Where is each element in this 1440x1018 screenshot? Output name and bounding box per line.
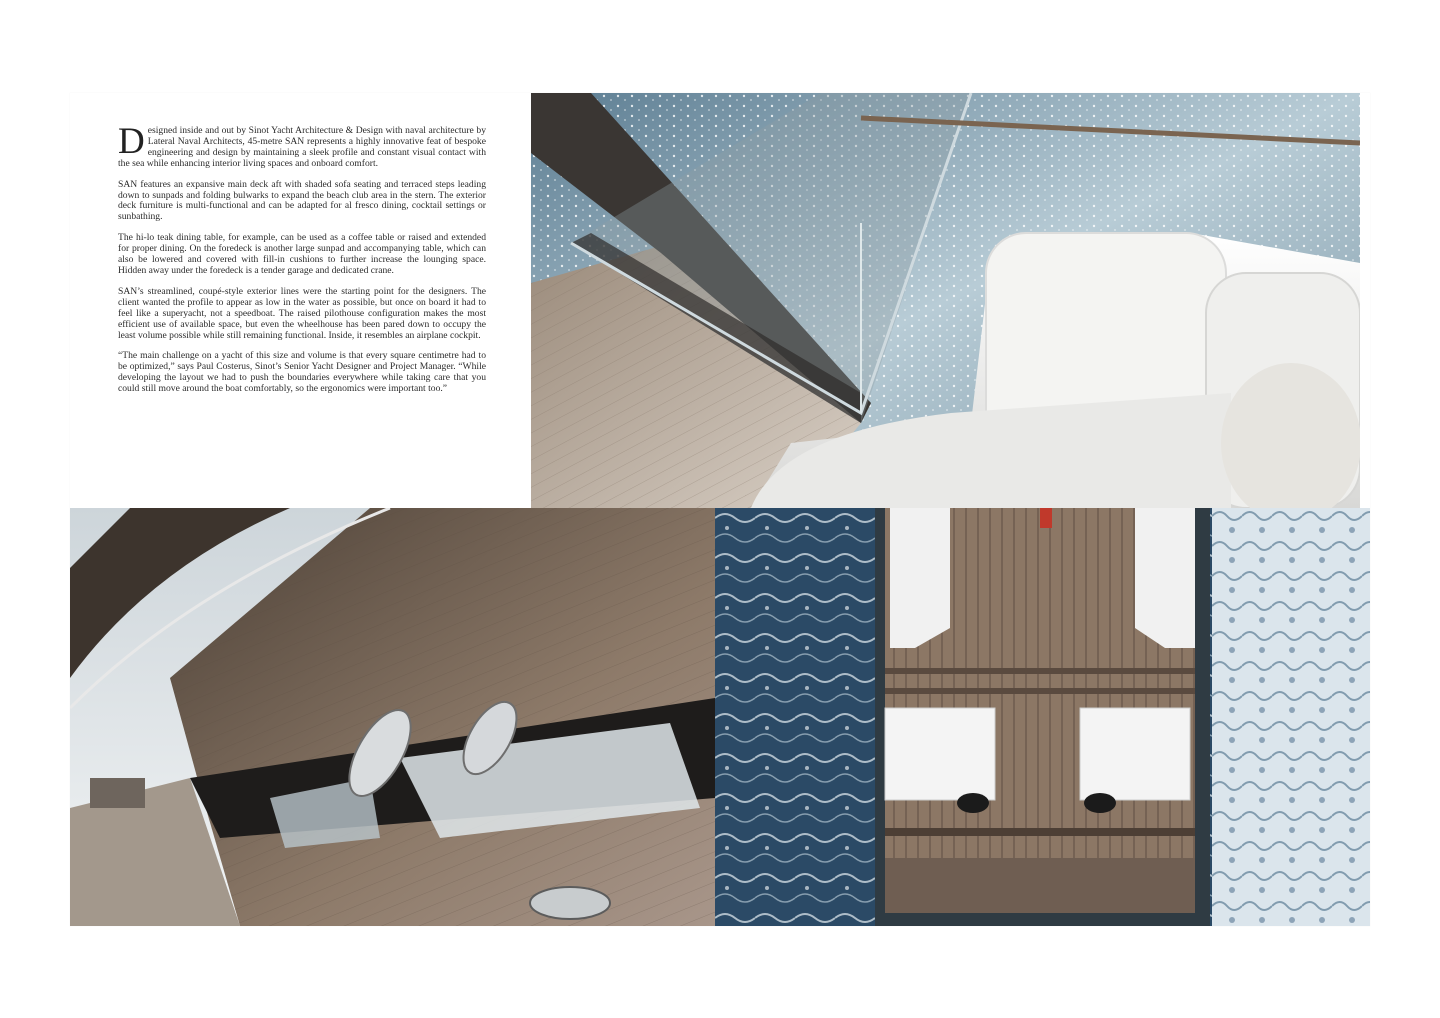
hull-windows-photo (70, 508, 715, 926)
sea-wake-photo (1212, 508, 1370, 926)
dropcap: D (118, 121, 145, 162)
paragraph-1-text: esigned inside and out by Sinot Yacht Architecture & Design with naval architecture by Lateral Naval Architects, 45-metre SAN represents a highly innovative feat of bespoke engineering and design by maintaining a sleek profile and constant visual contact with the sea while enhancing interior living spaces and onboard comfort. (118, 125, 486, 169)
paragraph-5: “The main challenge on a yacht of this size and volume is that every square centimetre had to be optimized,” says Paul Costerus, Sinot’s Senior Yacht Designer and Project Manager. “While developing the layout we had to push the boundaries everywhere while taking care that you could still move around the boat comfortably, so the ergonomics were important too.” (118, 350, 486, 395)
deck-sofa-photo (531, 93, 1360, 508)
paragraph-4: SAN’s streamlined, coupé-style exterior lines were the starting point for the designers. The client wanted the profile to appear as low in the water as possible, but once on board it had to feel like a superyacht, not a speedboat. The raised pilothouse configuration makes the most efficient use of available space, but even the wheelhouse has been pared down to occupy the least volume possible while still remaining functional. Inside, it resembles an airplane cockpit. (118, 285, 486, 341)
article-text (118, 121, 486, 405)
paragraph-3: The hi-lo teak dining table, for example, can be used as a coffee table or raised and extended for proper dining. On the foredeck is another large sunpad and accompanying table, which can also be lowered and covered with fill-in cushions to further increase the lounging space. Hidden away under the foredeck is a tender garage and dedicated crane. (118, 232, 486, 276)
paragraph-1 (118, 121, 486, 170)
aerial-stern-photo (715, 508, 1212, 926)
paragraph-2: SAN features an expansive main deck aft with shaded sofa seating and terraced steps leading down to sunpads and folding bulwarks to expand the beach club area in the stern. The exterior deck furniture is multi-functional and can be adapted for al fresco dining, cocktail settings or sunbathing. (118, 178, 486, 223)
